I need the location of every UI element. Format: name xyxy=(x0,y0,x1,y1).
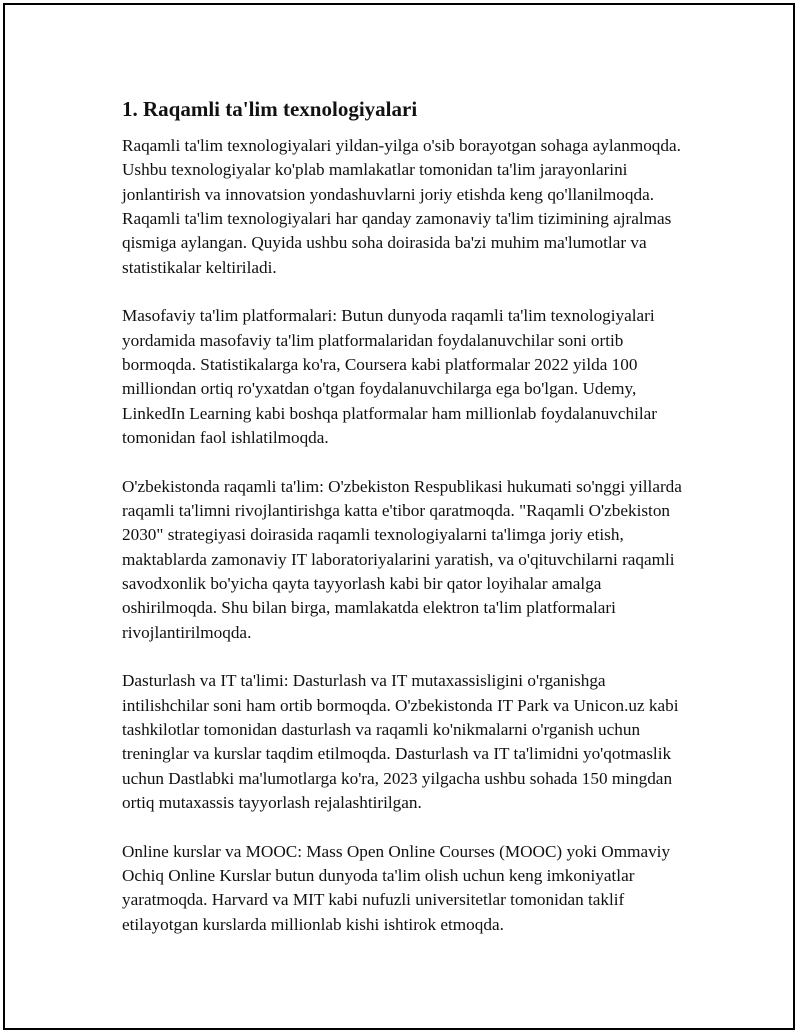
paragraph-programming: Dasturlash va IT ta'limi: Dasturlash va IT mutaxassisligini o'rganishga intilishchilar soni ham ortib bormoqda. O'zbekistonda IT Park va Unicon.uz kabi tashkilotlar tomonidan dasturlash va raqamli ko'nikmalarni o'rganish uchun treninglar va kurslar taqdim etilmoqda. Dasturlash va IT ta'limidni yo'qotmaslik uchun Dastlabki ma'lumotlarga ko'ra, 2023 yilgacha ushbu sohada 150 mingdan ortiq mutaxassis tayyorlash rejalashtirilgan. xyxy=(122,671,679,812)
page-frame xyxy=(3,3,795,1030)
paragraph-intro: Raqamli ta'lim texnologiyalari yildan-yilga o'sib borayotgan sohaga aylanmoqda. Ushbu texnologiyalar ko'plab mamlakatlar tomonidan ta'lim jarayonlarini jonlantirish va innovatsion yondashuvlarni joriy etishda keng qo'llanilmoqda. Raqamli ta'lim texnologiyalari har qanday zamonaviy ta'lim tizimining ajralmas qismiga aylangan. Quyida ushbu soha doirasida ba'zi muhim ma'lumotlar va statistikalar keltiriladi. xyxy=(122,136,681,277)
section-heading: 1. Raqamli ta'lim texnologiyalari xyxy=(122,97,418,121)
document-body xyxy=(122,97,692,961)
paragraph-distance-learning: Masofaviy ta'lim platformalari: Butun dunyoda raqamli ta'lim texnologiyalari yordamida masofaviy ta'lim platformalaridan foydalanuvchilar soni ortib bormoqda. Statistikalarga ko'ra, Coursera kabi platformalar 2022 yilda 100 milliondan ortiq ro'yxatdan o'tgan foydalanuvchilarga ega bo'lgan. Udemy, LinkedIn Learning kabi boshqa platformalar ham millionlab foydalanuvchilar tomonidan faol ishlatilmoqda. xyxy=(122,306,658,447)
paragraph-uzbekistan: O'zbekistonda raqamli ta'lim: O'zbekiston Respublikasi hukumati so'nggi yillarda raqamli ta'limni rivojlantirishga katta e'tibor qaratmoqda. "Raqamli O'zbekiston 2030" strategiyasi doirasida raqamli texnologiyalarni ta'limga joriy etish, maktablarda zamonaviy IT laboratoriyalarini yaratish, va o'qituvchilarni raqamli savodxonlik bo'yicha qayta tayyorlash kabi bir qator loyihalar amalga oshirilmoqda. Shu bilan birga, mamlakatda elektron ta'lim platformalari rivojlantirilmoqda. xyxy=(122,476,682,642)
paragraph-mooc: Online kurslar va MOOC: Mass Open Online Courses (MOOC) yoki Ommaviy Ochiq Online Kurslar butun dunyoda ta'lim olish uchun keng imkoniyatlar yaratmoqda. Harvard va MIT kabi nufuzli universitetlar tomonidan taklif etilayotgan kurslarda millionlab kishi ishtirok etmoqda. xyxy=(122,841,671,934)
